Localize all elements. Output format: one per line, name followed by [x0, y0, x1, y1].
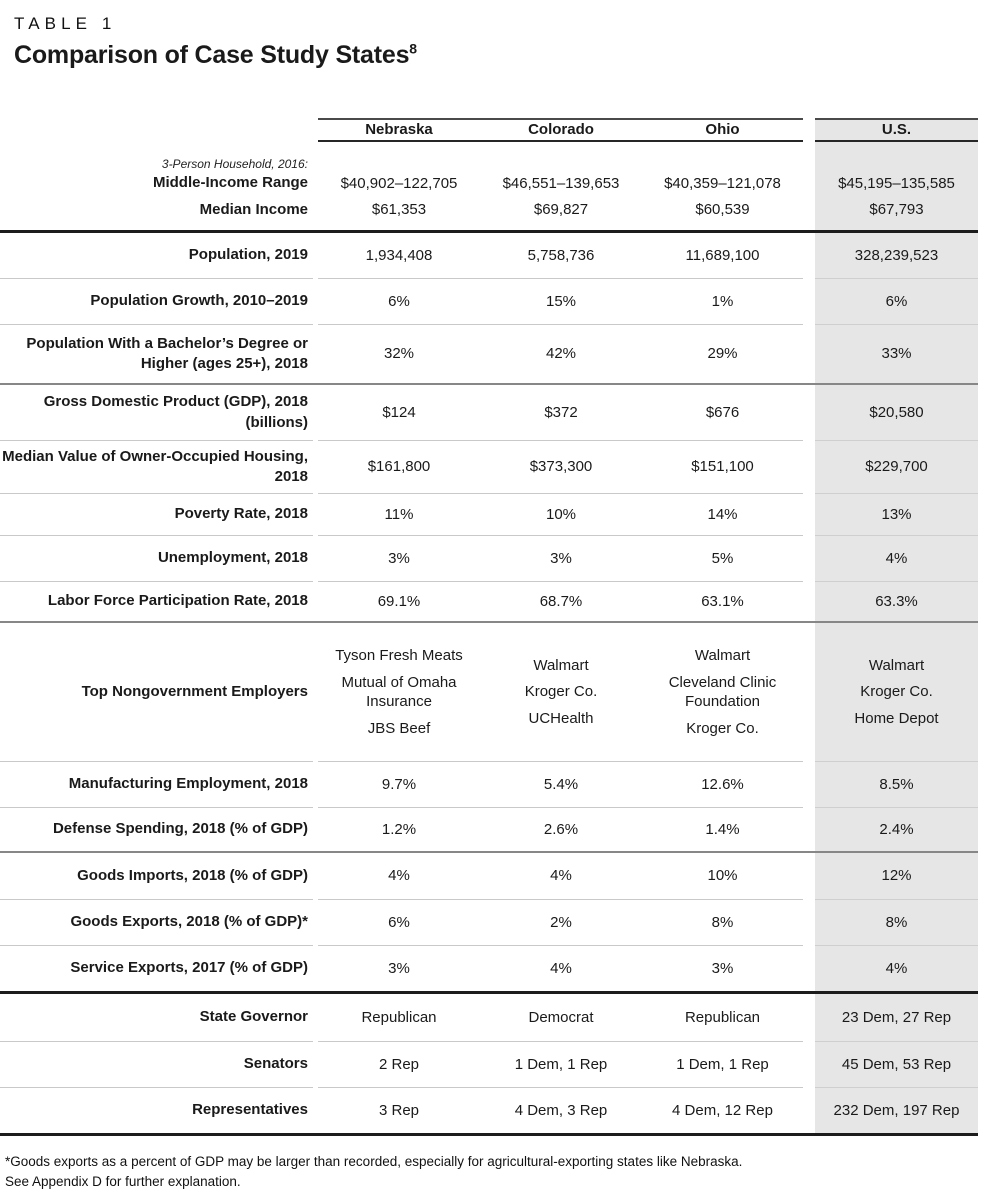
- cell-colorado: 5.4%: [543, 775, 579, 793]
- cell-nebraska: 11%: [384, 505, 414, 523]
- cell-colorado: $373,300: [529, 458, 593, 476]
- employer-name: Home Depot: [854, 709, 939, 727]
- cell-ohio: 3%: [711, 959, 734, 977]
- row-label-text: Median Value of Owner-Occupied Housing, 2018: [2, 447, 308, 485]
- row-label-text: Poverty Rate, 2018: [174, 505, 308, 523]
- table-row: [0, 233, 978, 278]
- cell-nebraska: 32%: [383, 345, 415, 363]
- row-label-text: Top Nongovernment Employers: [81, 682, 308, 700]
- cell-us: [815, 649, 978, 736]
- cell-ohio: $151,100: [691, 458, 754, 476]
- table-row: [0, 994, 978, 1041]
- cell-us: 12%: [881, 867, 912, 885]
- row-label-text: Service Exports, 2017 (% of GDP): [70, 959, 308, 977]
- row-label: [0, 334, 318, 375]
- cell-ohio: 10%: [707, 867, 738, 885]
- row-label-text: Median Income: [199, 201, 308, 218]
- cell-us: $45,195–135,585: [838, 174, 955, 192]
- cell-nebraska: 3%: [388, 549, 410, 567]
- table-row: [0, 325, 978, 383]
- comparison-table: [0, 118, 978, 1136]
- cell-us: 4%: [885, 959, 908, 977]
- cell-nebraska: 3%: [388, 959, 410, 977]
- cell-colorado: 1 Dem, 1 Rep: [514, 1055, 608, 1073]
- cell-ohio: 1%: [711, 292, 734, 310]
- cell-colorado: 10%: [545, 505, 577, 523]
- cell-ohio: 4 Dem, 12 Rep: [672, 1101, 773, 1119]
- cell-colorado: 2%: [550, 913, 572, 931]
- row-label: [0, 548, 318, 568]
- row-label: [0, 912, 318, 932]
- employer-name: Walmart: [694, 647, 751, 664]
- cell-us: 8%: [885, 913, 908, 931]
- employer-name: Kroger Co.: [686, 719, 759, 737]
- row-label-text: Population With a Bachelor’s Degree or Higher (ages 25+), 2018: [26, 334, 308, 372]
- cell-nebraska: 6%: [388, 913, 410, 931]
- employer-name: Walmart: [868, 656, 925, 674]
- cell-us: 328,239,523: [854, 246, 939, 264]
- cell-nebraska: $61,353: [371, 201, 427, 218]
- table-row: [0, 385, 978, 440]
- cell-ohio: 12.6%: [701, 775, 744, 793]
- page-title: [14, 41, 1000, 70]
- table-row: [0, 808, 978, 851]
- cell-nebraska: [318, 639, 480, 745]
- employer-name: Kroger Co.: [860, 683, 933, 701]
- row-label: [0, 291, 318, 311]
- table-row: [0, 853, 978, 899]
- cell-colorado: 68.7%: [539, 592, 583, 610]
- row-label: [0, 392, 318, 433]
- cell-colorado: 15%: [545, 292, 577, 310]
- row-label-text: Goods Exports, 2018 (% of GDP)*: [70, 913, 308, 931]
- cell-us: 13%: [881, 505, 912, 523]
- employer-name: JBS Beef: [367, 719, 431, 737]
- row-label: [0, 245, 318, 265]
- table-footnote: [0, 1136, 1000, 1193]
- cell-ohio: 1 Dem, 1 Rep: [676, 1055, 769, 1073]
- table-row: [0, 198, 978, 230]
- cell-nebraska: $161,800: [367, 458, 431, 476]
- row-label: [0, 156, 318, 193]
- row-label: [0, 1100, 318, 1120]
- cell-us: $20,580: [869, 403, 924, 421]
- cell-us: 2.4%: [879, 820, 914, 838]
- cell-us: $229,700: [865, 458, 928, 476]
- cell-colorado: 3%: [550, 549, 572, 567]
- cell-nebraska: Republican: [361, 1008, 437, 1026]
- cell-ohio: Republican: [684, 1008, 761, 1026]
- employer-name: Cleveland Clinic Foundation: [668, 673, 777, 710]
- cell-us: 33%: [881, 345, 912, 363]
- cell-colorado: [480, 649, 642, 736]
- cell-nebraska: $124: [382, 403, 416, 421]
- row-divider: [0, 1133, 978, 1136]
- row-label-text: Defense Spending, 2018 (% of GDP): [52, 820, 308, 838]
- table-row: [0, 1088, 978, 1133]
- cell-nebraska: 4%: [388, 867, 410, 885]
- cell-colorado: 42%: [545, 345, 577, 363]
- row-label-text: Population, 2019: [188, 246, 308, 264]
- footnote-line-1: *Goods exports as a percent of GDP may be larger than recorded, especially for agricultural-exporting states like Nebraska.: [5, 1154, 743, 1169]
- row-label: [0, 447, 318, 488]
- cell-ohio: 5%: [711, 549, 734, 567]
- cell-ohio: 11,689,100: [685, 246, 760, 264]
- cell-nebraska: 2 Rep: [378, 1055, 420, 1073]
- cell-colorado: 4%: [550, 867, 572, 885]
- row-label: [0, 866, 318, 886]
- row-label-text: Representatives: [192, 1101, 308, 1119]
- table-row: [0, 279, 978, 324]
- cell-nebraska: $40,902–122,705: [340, 174, 458, 192]
- cell-us: 23 Dem, 27 Rep: [841, 1008, 952, 1026]
- employer-name: Kroger Co.: [524, 683, 598, 701]
- row-label-text: Senators: [243, 1055, 308, 1073]
- table-row: [0, 762, 978, 807]
- row-label-text: Unemployment, 2018: [157, 549, 308, 567]
- row-label-text: Middle-Income Range: [152, 173, 308, 191]
- cell-us: 45 Dem, 53 Rep: [841, 1055, 952, 1073]
- column-header-nebraska: Nebraska: [365, 121, 433, 139]
- cell-ohio: [642, 639, 803, 745]
- cell-colorado: $69,827: [533, 201, 589, 218]
- row-label-text: Population Growth, 2010–2019: [90, 292, 308, 310]
- cell-us: 8.5%: [879, 775, 914, 793]
- title-block: [0, 0, 1000, 118]
- row-label-text: Labor Force Participation Rate, 2018: [47, 592, 308, 610]
- cell-colorado: 2.6%: [543, 820, 579, 838]
- cell-ohio: 63.1%: [701, 592, 744, 610]
- employer-name: Mutual of Omaha Insurance: [341, 673, 457, 710]
- row-label: [0, 958, 318, 978]
- row-label: [0, 1007, 318, 1027]
- employer-name: Walmart: [533, 656, 589, 674]
- cell-nebraska: 1.2%: [381, 820, 417, 838]
- row-label-text: Gross Domestic Product (GDP), 2018 (billions): [43, 393, 308, 431]
- row-label: [0, 682, 318, 702]
- page-title-text: Comparison of Case Study States: [14, 41, 410, 69]
- row-label: [0, 1054, 318, 1074]
- table-row: [0, 536, 978, 581]
- table-row: [0, 441, 978, 493]
- row-label-note: 3-Person Household, 2016:: [161, 156, 308, 171]
- cell-nebraska: 6%: [388, 292, 410, 310]
- cell-us: 4%: [885, 549, 908, 567]
- row-label-text: Goods Imports, 2018 (% of GDP): [77, 866, 308, 884]
- row-label: [0, 591, 318, 611]
- cell-us: $67,793: [869, 201, 924, 218]
- cell-colorado: Democrat: [528, 1008, 594, 1026]
- cell-colorado: 4 Dem, 3 Rep: [514, 1101, 608, 1119]
- cell-colorado: $46,551–139,653: [502, 174, 620, 192]
- row-label: [0, 504, 318, 524]
- table-row: [0, 582, 978, 621]
- employer-name: Tyson Fresh Meats: [335, 647, 463, 664]
- column-header-us: U.S.: [881, 121, 912, 139]
- table-row: [0, 494, 978, 535]
- table-row: [0, 946, 978, 991]
- cell-us: 63.3%: [875, 592, 918, 610]
- cell-nebraska: 69.1%: [377, 592, 421, 610]
- table-number-label: TABLE 1: [14, 14, 117, 33]
- table-row: [0, 900, 978, 945]
- footnote-line-2: See Appendix D for further explanation.: [5, 1174, 241, 1190]
- cell-nebraska: 9.7%: [381, 775, 417, 793]
- cell-nebraska: 1,934,408: [365, 246, 433, 264]
- cell-ohio: 14%: [707, 505, 738, 523]
- cell-ohio: 8%: [711, 913, 734, 931]
- cell-ohio: $676: [705, 403, 740, 421]
- cell-ohio: $40,359–121,078: [664, 174, 781, 192]
- title-footnote-ref: 8: [409, 40, 417, 57]
- row-label: [0, 774, 318, 794]
- table-row: [0, 1042, 978, 1087]
- column-header-colorado: Colorado: [528, 121, 594, 139]
- table-row: [0, 142, 978, 198]
- cell-colorado: 4%: [550, 959, 572, 977]
- cell-us: 6%: [885, 292, 908, 310]
- table-row: [0, 623, 978, 761]
- column-header-ohio: Ohio: [705, 121, 740, 139]
- cell-ohio: 1.4%: [705, 820, 740, 838]
- cell-ohio: 29%: [707, 345, 738, 363]
- row-label: [0, 819, 318, 839]
- row-label-text: State Governor: [199, 1008, 308, 1026]
- row-label: [0, 200, 318, 220]
- cell-us: 232 Dem, 197 Rep: [833, 1101, 960, 1119]
- table-header-row: [0, 120, 978, 140]
- cell-colorado: 5,758,736: [527, 246, 595, 264]
- row-label-text: Manufacturing Employment, 2018: [68, 775, 308, 793]
- cell-nebraska: 3 Rep: [378, 1101, 420, 1119]
- cell-colorado: $372: [544, 403, 578, 421]
- table-body: [0, 142, 978, 1136]
- employer-name: UCHealth: [528, 709, 594, 727]
- cell-ohio: $60,539: [695, 201, 750, 218]
